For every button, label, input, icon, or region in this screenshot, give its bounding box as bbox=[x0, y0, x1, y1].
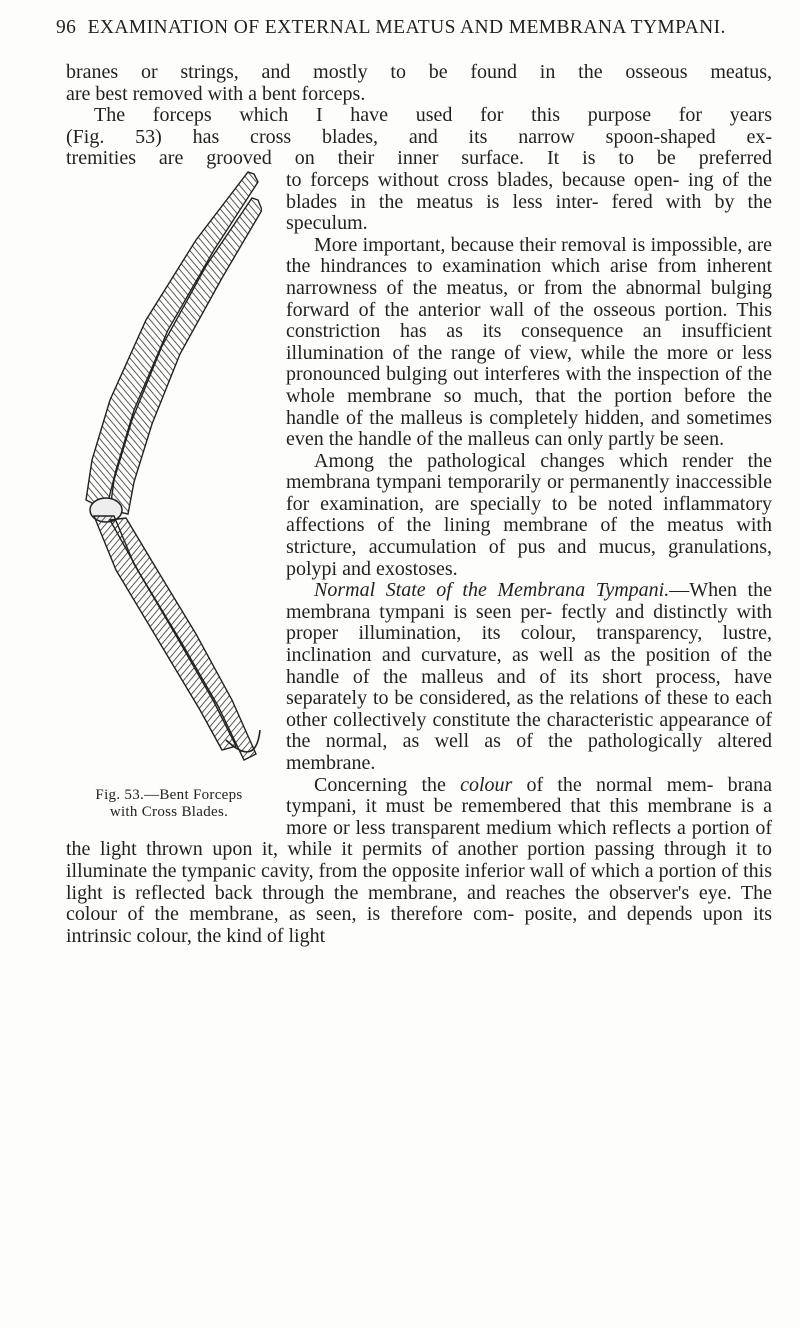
text-line: The forceps which I have used for this purpose for years bbox=[94, 105, 772, 127]
caption-line: Fig. 53.—Bent Forceps bbox=[95, 786, 243, 803]
bent-forceps-illustration bbox=[76, 170, 262, 770]
figure-caption bbox=[66, 787, 272, 821]
paragraph-text: —When the membrana tympani is seen per- fectly and distinctly with proper illumination, its colour, transparency, lustre, inclination and curvature, as well as the position of the handle of the malleus and of its short process, have separately to be considered, as the relations of these to each other collectively constitute the characteristic appearance of the normal, as well as of the pathologically altered membrane. bbox=[286, 579, 772, 774]
lead-lines bbox=[66, 62, 772, 170]
paragraph: Among the pathological changes which render the membrana tympani temporarily or permanently inaccessible for examination, are specially to be noted inflammatory affections of the lining membrane of the meatus with stricture, accumulation of pus and mucus, granulations, polypi and exostoses. bbox=[286, 449, 772, 580]
figure-53 bbox=[66, 170, 272, 836]
caption-line: with Cross Blades. bbox=[109, 803, 229, 820]
text-line: (Fig. 53) has cross blades, and its narrow spoon-shaped ex- bbox=[66, 126, 772, 148]
running-header bbox=[56, 17, 776, 47]
paragraph: to forceps without cross blades, because open- ing of the blades in the meatus is less inter- fered with by the speculum. bbox=[286, 168, 772, 235]
paragraph: More important, because their removal is impossible, are the hindrances to examination which arise from inherent narrowness of the meatus, or from the abnormal bulging forward of the anterior wall of the osseous portion. This constriction has as its consequence an insufficient illumination of the range of view, while the more or less pronounced bulging out interferes with the inspection of the whole membrane so much, that the portion before the handle of the malleus is completely hidden, and sometimes even the handle of the malleus can only partly be seen. bbox=[286, 233, 772, 451]
paragraph-text: Concerning the bbox=[314, 773, 446, 796]
text-line: branes or strings, and mostly to be found in the osseous meatus, bbox=[66, 62, 772, 83]
page-number: 96 bbox=[56, 17, 77, 38]
section-heading: Normal State of the Membrana Tympani. bbox=[314, 579, 670, 602]
running-title: EXAMINATION OF EXTERNAL MEATUS AND MEMBRANA TYMPANI. bbox=[87, 17, 726, 38]
text-line: tremities are grooved on their inner surface. It is to be preferred bbox=[66, 148, 772, 170]
emphasis: colour bbox=[460, 773, 513, 796]
text-line: are best removed with a bent forceps. bbox=[66, 83, 366, 105]
body-text bbox=[66, 62, 772, 947]
paragraph-text: of the normal mem- brana tympani, it must be remembered that this membrane is a more or less transparent medium which reflects a portion of the light thrown upon it, while it permits of another portion passing through it to illuminate the tympanic cavity, from the opposite inferior wall of which a portion of this light is reflected back through the membrane, and reaches the observer's eye. The colour of the membrane, as seen, is therefore com- posite, and depends upon its intrinsic colour, the kind of light bbox=[66, 773, 773, 947]
